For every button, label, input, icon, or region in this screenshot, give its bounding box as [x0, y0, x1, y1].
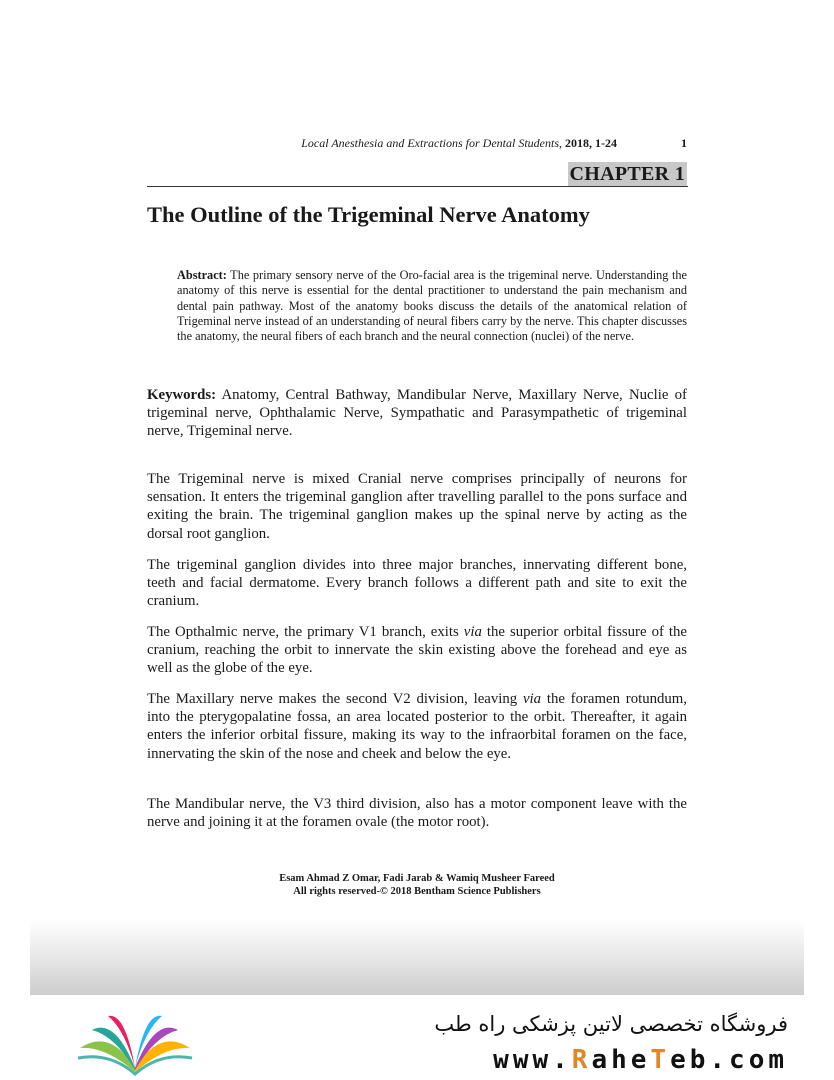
url-accent-letter: T: [650, 1045, 671, 1075]
journal-title: Local Anesthesia and Extractions for Dental Students,: [301, 136, 562, 150]
url-middle: ahe: [591, 1045, 651, 1075]
paragraph-mandibular-nerve: The Mandibular nerve, the V3 third division, also has a motor component leave with the nerve and joining it at the foramen ovale (the motor root).: [147, 796, 687, 831]
abstract-text: The primary sensory nerve of the Oro-facial area is the trigeminal nerve. Understanding the anatomy of this nerve is essential for the dental practitioner to understand the pain mechanism and dental pain pathway. Most of the anatomy books discuss the details of the anatomical relation of Trigeminal nerve instead of an understanding of neural fibers carry by the nerve. This chapter discusses the anatomy, the neural fibers of each branch and the neural connection (nuclei) of the nerve.: [177, 268, 687, 344]
paragraph-trigeminal-intro: The Trigeminal nerve is mixed Cranial nerve comprises principally of neurons for sensation. It enters the trigeminal ganglion after travelling parallel to the pons surface and exiting the brain. The trigeminal ganglion makes up the spinal nerve by acting as the dorsal root ganglion.: [147, 471, 687, 542]
journal-citation: [301, 135, 617, 151]
store-url[interactable]: [493, 1044, 788, 1076]
journal-info: 2018, 1-24: [562, 136, 617, 150]
footer-rights: All rights reserved-© 2018 Bentham Science Publishers: [293, 886, 541, 897]
paragraph-maxillary-nerve: [147, 690, 687, 763]
url-suffix: eb.com: [670, 1045, 788, 1075]
url-accent-letter: R: [571, 1045, 592, 1075]
paragraph-ganglion-branches: The trigeminal ganglion divides into three major branches, innervating different bone, teeth and facial dermatome. Every branch follows a different path and site to exit the cranium.: [147, 557, 687, 610]
chapter-divider: [147, 186, 688, 187]
abstract-label: Abstract:: [177, 268, 227, 282]
paragraph-ophthalmic-nerve: [147, 623, 687, 678]
keywords: [147, 386, 687, 440]
keywords-label: Keywords:: [147, 387, 217, 403]
store-name: فروشگاه تخصصی لاتین پزشکی راه طب: [434, 1012, 788, 1036]
page-shadow: [30, 920, 804, 995]
paragraph-text: the superior orbital fissure of the cranium, reaching the orbit to innervate the skin existing above the forehead and eye as well as the globe of the eye.: [147, 624, 687, 677]
page-number: 1: [681, 136, 687, 150]
paragraph-text: The Maxillary nerve makes the second V2 division, leaving: [147, 691, 523, 707]
abstract: [177, 268, 687, 344]
italic-via: via: [522, 691, 542, 707]
paragraph-text: the foramen rotundum, into the pterygopalatine fossa, an area located posterior to the orbit. Thereafter, it again enters the inferior orbital fissure, making its way to the infraorbital foramen on the face, innervating the skin of the nose and cheek and below the eye.: [147, 691, 687, 762]
chapter-label: CHAPTER 1: [569, 163, 685, 185]
footer-authors: Esam Ahmad Z Omar, Fadi Jarab & Wamiq Musheer Fareed: [279, 873, 555, 884]
page-footer: [147, 872, 687, 898]
keywords-text: Anatomy, Central Bathway, Mandibular Nerve, Maxillary Nerve, Nuclie of trigeminal nerve, Ophthalamic Nerve, Sympathatic and Parasympathetic of trigeminal nerve, Trigeminal nerve.: [147, 387, 687, 439]
open-book-icon: [70, 1008, 200, 1076]
italic-via: via: [463, 624, 482, 640]
chapter-title: The Outline of the Trigeminal Nerve Anatomy: [147, 202, 590, 227]
paragraph-text: The Opthalmic nerve, the primary V1 branch, exits: [147, 624, 464, 640]
url-prefix: www.: [493, 1045, 572, 1075]
